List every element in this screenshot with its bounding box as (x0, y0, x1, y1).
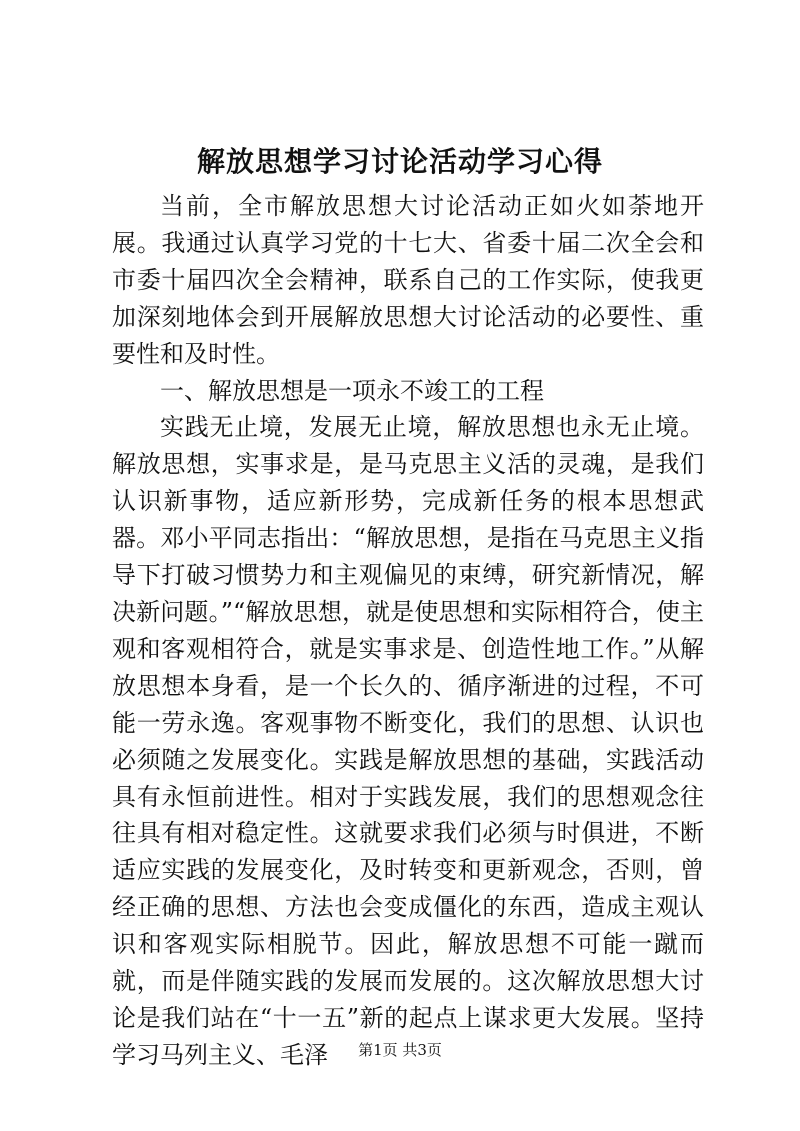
section-heading: 一、解放思想是一项永不竣工的工程 (160, 376, 544, 405)
body-paragraph: 实践无止境，发展无止境，解放思想也永无止境。解放思想，实事求是，是马克思主义活的灵魂，是我们认识新事物，适应新形势，完成新任务的根本思想武器。邓小平同志指出：“解放思想，是指在马克思主义指导下打破习惯势力和主观偏见的束缚，研究新情况，解决新问题。”“解放思想，就是使思想和实际相符合，使主观和客观相符合，就是实事求是、创造性地工作。”从解放思想本身看，是一个长久的、循序渐进的过程，不可能一劳永逸。客观事物不断变化，我们的思想、认识也必须随之发展变化。实践是解放思想的基础，实践活动具有永恒前进性。相对于实践发展，我们的思想观念往往具有相对稳定性。这就要求我们必须与时俱进，不断适应实践的发展变化，及时转变和更新观念，否则，曾经正确的思想、方法也会变成僵化的东西，造成主观认识和客观实际相脱节。因此，解放思想不可能一蹴而就，而是伴随实践的发展而发展的。这次解放思想大讨论是我们站在“十一五”新的起点上谋求更大发展。坚持学习马列主义、毛泽 (112, 413, 704, 1069)
intro-paragraph: 当前，全市解放思想大讨论活动正如火如荼地开展。我通过认真学习党的十七大、省委十届二次全会和市委十届四次全会精神，联系自己的工作实际，使我更加深刻地体会到开展解放思想大讨论活动的必要性、重要性和及时性。 (112, 192, 704, 368)
page-number-footer: 第1页 共3页 (358, 1041, 442, 1059)
document-body (112, 188, 704, 1074)
document-title: 解放思想学习讨论活动学习心得 (196, 145, 603, 178)
